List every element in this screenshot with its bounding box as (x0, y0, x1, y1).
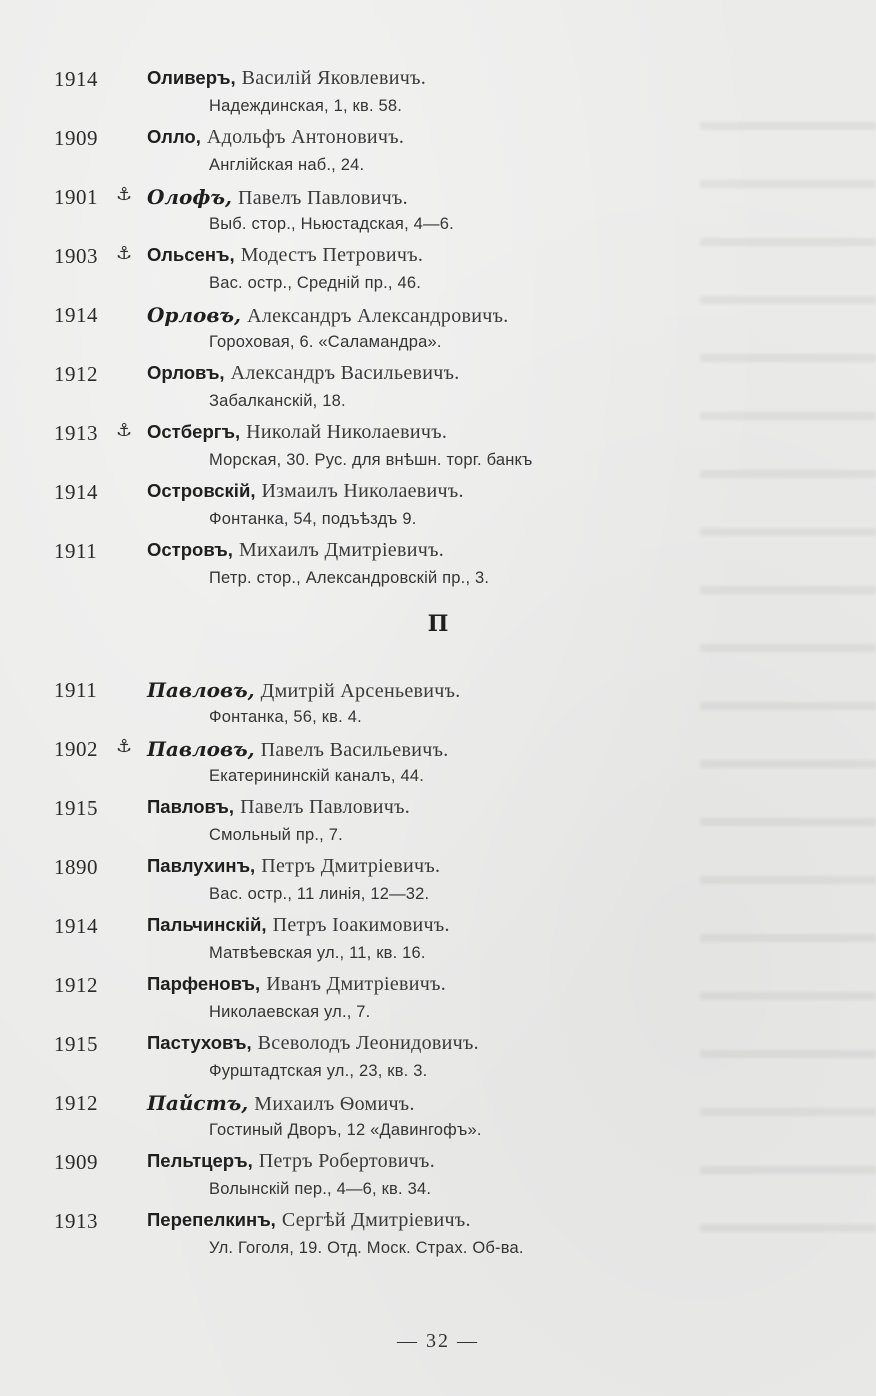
entry-name-line (147, 973, 446, 996)
entry-year: 1901 (54, 185, 98, 209)
directory-entry (0, 357, 876, 416)
entries-letter-p (0, 673, 876, 1263)
entry-given-names: Михаилъ Дмитріевичъ. (238, 539, 445, 561)
entry-surname: Пельтцеръ, (147, 1150, 253, 1171)
entry-address: Гороховая, 6. «Саламандра». (209, 333, 442, 351)
entry-given-names: Петръ Дмитріевичъ. (261, 855, 441, 877)
entry-given-names: Михаилъ Ѳомичъ. (254, 1093, 415, 1115)
entry-year: 1914 (54, 67, 98, 91)
entries-letter-o (0, 62, 876, 593)
directory-entry (0, 791, 876, 850)
entry-name-line (147, 244, 423, 267)
entry-year: 1912 (54, 973, 98, 997)
entry-year: 1913 (54, 421, 98, 445)
entry-year: 1903 (54, 244, 98, 268)
entry-given-names: Модестъ Петровичъ. (240, 244, 424, 266)
entry-year: 1914 (54, 303, 98, 327)
directory-entry (0, 1027, 876, 1086)
entry-given-names: Всеволодъ Леонидовичъ. (257, 1032, 479, 1054)
anchor-icon: ⚓ (116, 243, 133, 264)
entry-address: Забалканскій, 18. (209, 392, 346, 410)
directory-entry (0, 673, 876, 732)
directory-entry (0, 416, 876, 475)
anchor-icon: ⚓ (116, 736, 133, 757)
entry-surname: Олло, (147, 126, 201, 147)
entry-given-names: Петръ Робертовичъ. (258, 1150, 436, 1172)
entry-name-line (147, 480, 464, 503)
directory-entry (0, 534, 876, 593)
entry-address: Петр. стор., Александровскій пр., 3. (209, 569, 490, 587)
entry-address: Надеждинская, 1, кв. 58. (209, 97, 403, 115)
entry-given-names: Измаилъ Николаевичъ. (261, 480, 464, 502)
directory-entry (0, 180, 876, 239)
entry-given-names: Павелъ Павловичъ. (238, 187, 408, 209)
entry-surname: Перепелкинъ, (147, 1209, 276, 1230)
entry-address: Ул. Гоголя, 19. Отд. Моск. Страх. Об-ва. (209, 1239, 524, 1257)
entry-address: Матвѣевская ул., 11, кв. 16. (209, 944, 426, 962)
entry-year: 1912 (54, 362, 98, 386)
entry-year: 1890 (54, 855, 98, 879)
directory-entry (0, 298, 876, 357)
entry-year: 1912 (54, 1091, 98, 1115)
directory-entry (0, 909, 876, 968)
entry-name-line (147, 678, 461, 703)
entry-surname: Олофъ, (147, 185, 232, 209)
entry-given-names: Сергѣй Дмитріевичъ. (281, 1209, 471, 1231)
entry-given-names: Василій Яковлевичъ. (241, 67, 427, 89)
directory-entry (0, 732, 876, 791)
entry-year: 1911 (54, 678, 98, 702)
entry-name-line (147, 1032, 479, 1055)
entry-address: Выб. стор., Ньюстадская, 4—6. (209, 215, 454, 233)
entry-address: Николаевская ул., 7. (209, 1003, 371, 1021)
entry-surname: Павловъ, (147, 678, 255, 702)
entry-name-line (147, 1091, 415, 1116)
entry-surname: Ольсенъ, (147, 244, 235, 265)
entry-surname: Островъ, (147, 539, 233, 560)
entry-name-line (147, 855, 440, 878)
entry-given-names: Павелъ Павловичъ. (240, 796, 411, 818)
entry-name-line (147, 1150, 435, 1173)
entry-address: Волынскій пер., 4—6, кв. 34. (209, 1180, 432, 1198)
directory-entry (0, 1086, 876, 1145)
entry-name-line (147, 185, 408, 210)
entry-surname: Островскій, (147, 480, 256, 501)
entry-address: Фурштадтская ул., 23, кв. 3. (209, 1062, 428, 1080)
entry-address: Фонтанка, 54, подъѣздъ 9. (209, 510, 417, 528)
entry-name-line (147, 737, 449, 762)
entry-name-line (147, 362, 460, 385)
anchor-icon: ⚓ (116, 420, 133, 441)
entry-year: 1909 (54, 126, 98, 150)
entry-address: Смольный пр., 7. (209, 826, 343, 844)
entry-given-names: Николай Николаевичъ. (246, 421, 448, 443)
section-heading-p (0, 593, 876, 673)
entry-name-line (147, 421, 447, 444)
entry-year: 1911 (54, 539, 98, 563)
entry-name-line (147, 67, 426, 90)
entry-name-line (147, 539, 444, 562)
entry-address: Англійская наб., 24. (209, 156, 365, 174)
directory-entry (0, 850, 876, 909)
entry-address: Фонтанка, 56, кв. 4. (209, 708, 362, 726)
entry-year: 1914 (54, 914, 98, 938)
entry-name-line (147, 914, 450, 937)
directory-entry (0, 968, 876, 1027)
entry-surname: Павловъ, (147, 737, 255, 761)
entry-given-names: Павелъ Васильевичъ. (260, 739, 449, 761)
entry-name-line (147, 1209, 471, 1232)
entry-surname: Оливеръ, (147, 67, 236, 88)
entry-surname: Остбергъ, (147, 421, 241, 442)
directory-entry (0, 1145, 876, 1204)
entry-surname: Орловъ, (147, 303, 242, 327)
entry-address: Гостиный Дворъ, 12 «Давингофъ». (209, 1121, 482, 1139)
entry-surname: Пальчинскій, (147, 914, 267, 935)
entry-surname: Павлухинъ, (147, 855, 256, 876)
entry-year: 1915 (54, 796, 98, 820)
entry-year: 1914 (54, 480, 98, 504)
entry-surname: Орловъ, (147, 362, 225, 383)
entry-address: Вас. остр., 11 линія, 12—32. (209, 885, 430, 903)
entry-year: 1915 (54, 1032, 98, 1056)
entry-address: Морская, 30. Рус. для внѣшн. торг. банкъ (209, 451, 533, 469)
entry-name-line (147, 126, 404, 149)
entry-year: 1913 (54, 1209, 98, 1233)
entry-surname: Пайстъ, (147, 1091, 249, 1115)
directory-entries (0, 62, 876, 1263)
directory-entry (0, 1204, 876, 1263)
directory-entry (0, 475, 876, 534)
entry-given-names: Александръ Васильевичъ. (230, 362, 460, 384)
directory-entry (0, 239, 876, 298)
entry-surname: Павловъ, (147, 796, 235, 817)
directory-entry (0, 121, 876, 180)
page-number: — 32 — (397, 1330, 479, 1352)
entry-surname: Парфеновъ, (147, 973, 261, 994)
entry-given-names: Иванъ Дмитріевичъ. (266, 973, 447, 995)
entry-name-line (147, 303, 509, 328)
entry-given-names: Дмитрій Арсеньевичъ. (260, 680, 461, 702)
entry-surname: Пастуховъ, (147, 1032, 252, 1053)
entry-given-names: Александръ Александровичъ. (247, 305, 509, 327)
entry-given-names: Петръ Іоакимовичъ. (272, 914, 450, 936)
directory-entry (0, 62, 876, 121)
anchor-icon: ⚓ (116, 184, 133, 205)
entry-year: 1909 (54, 1150, 98, 1174)
entry-given-names: Адольфъ Антоновичъ. (206, 126, 405, 148)
entry-address: Вас. остр., Средній пр., 46. (209, 274, 422, 292)
entry-address: Екатерининскій каналъ, 44. (209, 767, 425, 785)
entry-year: 1902 (54, 737, 98, 761)
entry-name-line (147, 796, 410, 819)
section-letter: П (427, 611, 449, 637)
